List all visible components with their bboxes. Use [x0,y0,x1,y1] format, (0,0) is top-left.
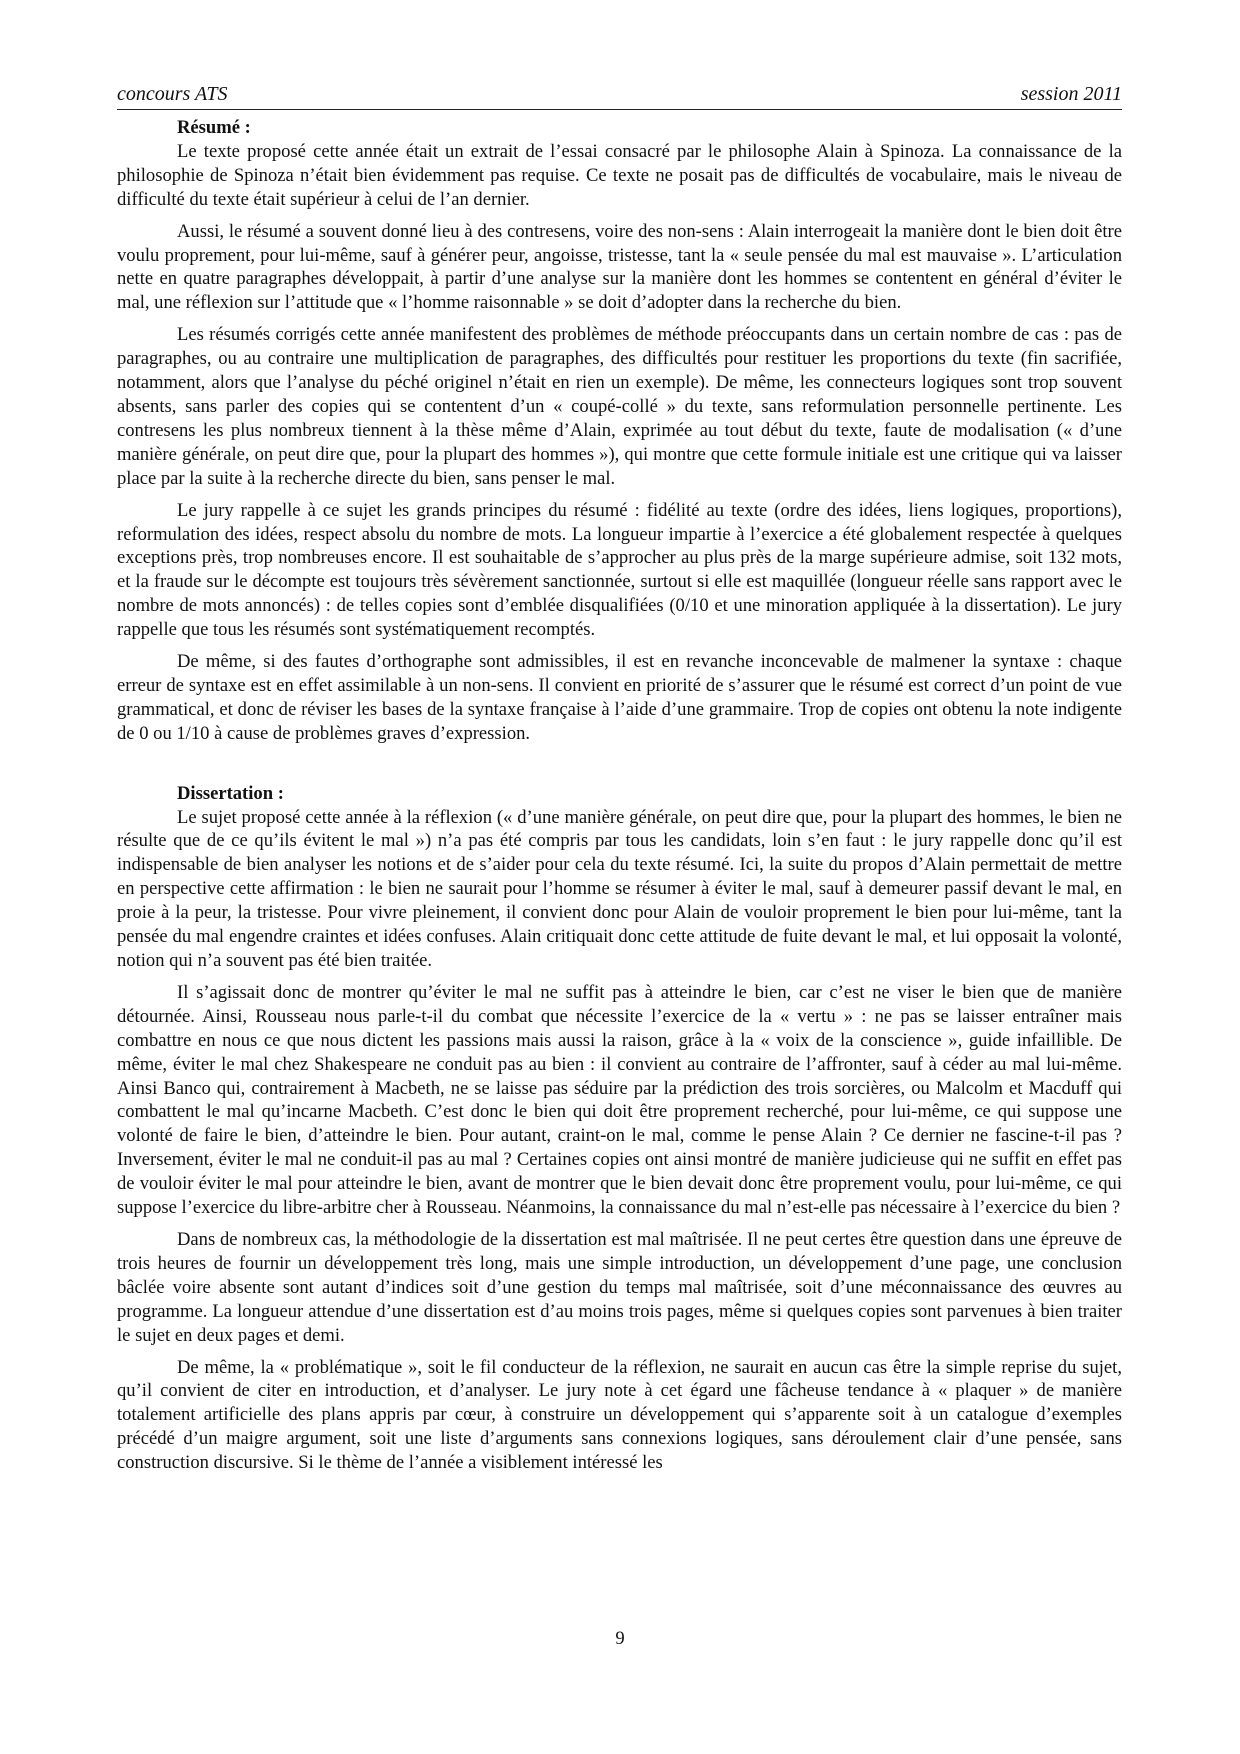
paragraph: Aussi, le résumé a souvent donné lieu à des contresens, voire des non-sens : Alain interrogeait la manière dont le bien doit être voulu proprement, pour lui-même, sauf à générer peur, angoisse, tristesse, tant la « seule pensée du mal est mauvaise ». L’articulation nette en quatre paragraphes développait, à partir d’une analyse sur la manière dont les hommes se contentent en général d’éviter le mal, une réflexion sur l’attitude que « l’homme raisonnable » se doit d’adopter dans la recherche du bien. [117,220,1122,314]
paragraph: De même, si des fautes d’orthographe sont admissibles, il est en revanche inconcevable de malmener la syntaxe : chaque erreur de syntaxe est en effet assimilable à un non-sens. Il convient en priorité de s’assurer que le résumé est correct d’un point de vue grammatical, et donc de réviser les bases de la syntaxe française à l’aide d’une grammaire. Trop de copies ont obtenu la note indigente de 0 ou 1/10 à cause de problèmes graves d’expression. [117,651,1122,744]
paragraph: De même, la « problématique », soit le fil conducteur de la réflexion, ne saurait en aucun cas être la simple reprise du sujet, qu’il convient de citer en introduction, et d’analyser. Le jury note à cet égard une fâcheuse tendance à « plaquer » de manière totalement artificielle des plans appris par cœur, à construire un développement qui s’apparente soit à un catalogue d’exemples précédé d’un maigre argument, soit une liste d’arguments sans connexions logiques, sans déroulement clair d’une pensée, sans construction discursive. Si le thème de l’année a visiblement intéressé les [117,1356,1122,1474]
paragraph: Dans de nombreux cas, la méthodologie de la dissertation est mal maîtrisée. Il ne peut certes être question dans une épreuve de trois heures de fournir un développement très long, mais une simple introduction, un développement d’une page, une conclusion bâclée voire absente sont autant d’indices soit d’une gestion du temps mal maîtrisée, soit d’une méconnaissance des œuvres au programme. La longueur attendue d’une dissertation est d’au moins trois pages, même si quelques copies sont parvenues à bien traiter le sujet en deux pages et demi. [117,1228,1122,1346]
header-right: session 2011 [1020,83,1122,105]
page-body [117,116,1122,1483]
section-resume [117,116,1122,746]
page-header [117,78,1122,110]
section-dissertation [117,782,1122,1475]
paragraph: Le sujet proposé cette année à la réflexion (« d’une manière générale, on peut dire que, pour la plupart des hommes, le bien ne résulte que de ce qu’ils évitent le mal ») n’a pas été compris par tous les candidats, loin s’en faut : le jury rappelle donc qu’il est indispensable de bien analyser les notions et de s’aider pour cela du texte résumé. Ici, la suite du propos d’Alain permettait de mettre en perspective cette affirmation : le bien ne saurait pour l’homme se résumer à éviter le mal, sauf à demeurer passif devant le mal, en proie à la peur, la tristesse. Pour vivre pleinement, il convient donc pour Alain de vouloir proprement le bien pour lui-même, tant la pensée du mal engendre craintes et idées confuses. Alain critiquait donc cette attitude de fuite devant le mal, et lui opposait la volonté, notion qui n’a souvent pas été bien traitée. [117,806,1122,971]
section-heading: Résumé : [177,117,251,138]
paragraph: Le jury rappelle à ce sujet les grands principes du résumé : fidélité au texte (ordre des idées, liens logiques, proportions), reformulation des idées, respect absolu du nombre de mots. La longueur impartie à l’exercice a été globalement respectée à quelques exceptions près, trop nombreuses encore. Il est souhaitable de s’approcher au plus près de la marge supérieure admise, soit 132 mots, et la fraude sur le décompte est toujours très sévèrement sanctionnée, surtout si elle est maquillée (longueur réelle sans rapport avec le nombre de mots annoncés) : de telles copies sont d’emblée disqualifiées (0/10 et une minoration appliquée à la dissertation). Le jury rappelle que tous les résumés sont systématiquement recomptés. [117,499,1122,641]
paragraph: Les résumés corrigés cette année manifestent des problèmes de méthode préoccupants dans un certain nombre de cas : pas de paragraphes, ou au contraire une multiplication de paragraphes, des difficultés pour restituer les proportions du texte (fin sacrifiée, notamment, alors que l’analyse du péché originel n’était en rien un exemple). De même, les connecteurs logiques sont trop souvent absents, sans parler des copies qui se contentent d’un « coupé-collé » du texte, sans reformulation personnelle pertinente. Les contresens les plus nombreux tiennent à la thèse même d’Alain, exprimée au tout début du texte, faute de modalisation (« d’une manière générale, on peut dire que, pour la plupart des hommes »), qui montre que cette formule initiale est une critique qui va laisser place par la suite à la recherche directe du bien, sans penser le mal. [117,324,1122,489]
page-number: 9 [615,1628,625,1649]
header-left: concours ATS [117,83,228,105]
paragraph: Il s’agissait donc de montrer qu’éviter le mal ne suffit pas à atteindre le bien, car c’est ne viser le bien que de manière détournée. Ainsi, Rousseau nous parle-t-il du combat que nécessite l’exercice de la « vertu » : ne pas se laisser entraîner mais combattre en nous ce que nous dictent les passions mais aussi la raison, grâce à la « voix de la conscience », guide infaillible. De même, éviter le mal chez Shakespeare ne conduit pas au bien : il convient au contraire de l’affronter, sauf à céder au mal lui-même. Ainsi Banco qui, contrairement à Macbeth, ne se laisse pas séduire par la prédiction des trois sorcières, ou Malcolm et Macduff qui combattent le mal qu’incarne Macbeth. C’est donc le bien qui doit être proprement recherché, pour lui-même, ce qui suppose une volonté de faire le bien, d’atteindre le bien. Pour autant, craint-on le mal, comme le pense Alain ? Ce dernier ne fascine-t-il pas ? Inversement, éviter le mal ne conduit-il pas au mal ? Certaines copies ont ainsi montré de manière judicieuse qui ne suffit en effet pas de vouloir éviter le mal pour atteindre le bien, avant de montrer que le bien devait donc être proprement voulu, pour lui-même, ce qui suppose l’exercice du libre-arbitre cher à Rousseau. Néanmoins, la connaissance du mal n’est-elle pas nécessaire à l’exercice du bien ? [117,981,1122,1219]
paragraph: Le texte proposé cette année était un extrait de l’essai consacré par le philosophe Alain à Spinoza. La connaissance de la philosophie de Spinoza n’était bien évidemment pas requise. Ce texte ne posait pas de difficultés de vocabulaire, mais le niveau de difficulté du texte était supérieur à celui de l’an dernier. [117,140,1122,210]
section-heading: Dissertation : [177,782,284,804]
